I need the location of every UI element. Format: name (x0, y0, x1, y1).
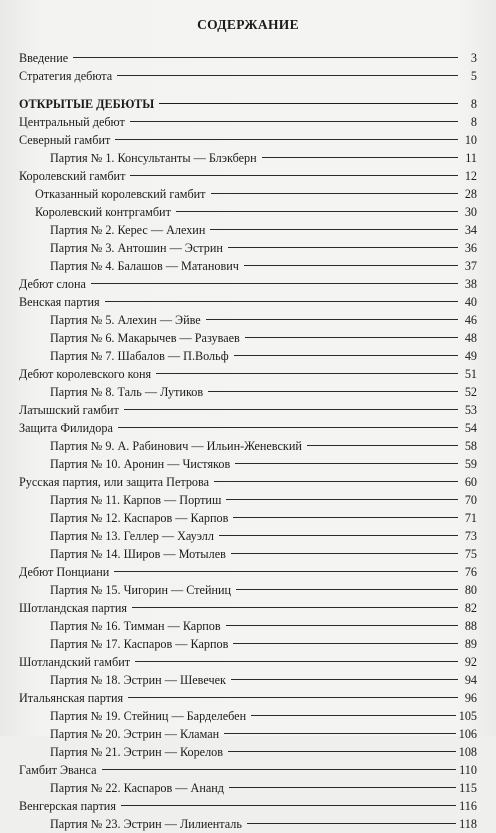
toc-page-number: 54 (464, 421, 477, 435)
leader-line (105, 301, 458, 302)
toc-page-number: 5 (470, 69, 477, 83)
toc-label: Партия № 15. Чигорин — Стейниц (50, 583, 232, 597)
toc-label: Введение (19, 51, 69, 65)
toc-page-number: 12 (464, 169, 477, 183)
leader-line (210, 229, 458, 230)
toc-label: Северный гамбит (19, 133, 111, 147)
toc-row (19, 221, 477, 239)
toc-page-number: 51 (464, 367, 477, 381)
leader-line (233, 643, 458, 644)
toc-label: Партия № 17. Каспаров — Карпов (50, 637, 229, 651)
toc-section-heading (19, 95, 477, 113)
toc-label: Дебют королевского коня (19, 367, 152, 381)
toc-page-number: 70 (464, 493, 477, 507)
toc-label: Партия № 8. Таль — Лутиков (50, 385, 204, 399)
toc-page-number: 46 (464, 313, 477, 327)
toc-row (19, 257, 477, 275)
toc-label: Дебют Понциани (19, 565, 110, 579)
leader-line (130, 175, 458, 176)
toc-page-number: 52 (464, 385, 477, 399)
toc-page-number: 89 (464, 637, 477, 651)
toc-page-number: 40 (464, 295, 477, 309)
leader-line (224, 733, 456, 734)
toc-label: Латышский гамбит (19, 403, 119, 417)
toc-row (19, 815, 477, 833)
toc-row (19, 527, 477, 545)
toc-label: Партия № 13. Геллер — Хауэлл (50, 529, 214, 543)
leader-line (211, 193, 459, 194)
toc-row (19, 653, 477, 671)
leader-line (156, 373, 458, 374)
toc-row (19, 437, 477, 455)
toc-row (19, 509, 477, 527)
toc-row (19, 761, 477, 779)
toc-page-number: 8 (470, 115, 477, 129)
toc-row (19, 329, 477, 347)
toc-page-number: 71 (464, 511, 477, 525)
toc-label: Центральный дебют (19, 115, 125, 129)
leader-line (245, 337, 458, 338)
leader-line (226, 499, 458, 500)
toc-label: Королевский гамбит (19, 169, 126, 183)
toc-row (19, 635, 477, 653)
toc-row (19, 293, 477, 311)
table-of-contents (19, 49, 477, 833)
leader-line (135, 661, 458, 662)
toc-label: Шотландский гамбит (19, 655, 131, 669)
toc-page-number: 106 (458, 727, 477, 741)
page-title: СОДЕРЖАНИЕ (197, 17, 299, 32)
leader-line (73, 57, 458, 58)
toc-label: Партия № 22. Каспаров — Ананд (50, 781, 224, 795)
toc-page-number: 82 (464, 601, 477, 615)
leader-line (91, 283, 458, 284)
toc-row (19, 473, 477, 491)
toc-row (19, 599, 477, 617)
leader-line (233, 517, 458, 518)
leader-line (244, 265, 458, 266)
leader-line (159, 103, 458, 104)
toc-label: Партия № 19. Стейниц — Барделебен (50, 709, 247, 723)
toc-label: Партия № 16. Тимман — Карпов (50, 619, 221, 633)
toc-entries (19, 113, 477, 833)
leader-line (235, 463, 458, 464)
toc-label: Партия № 14. Широв — Мотылев (50, 547, 226, 561)
toc-page-number: 11 (465, 151, 477, 165)
toc-page-number: 80 (464, 583, 477, 597)
toc-page-number: 88 (464, 619, 477, 633)
toc-label: Партия № 2. Керес — Алехин (50, 223, 206, 237)
toc-row (19, 797, 477, 815)
leader-line (228, 247, 458, 248)
toc-label: Венгерская партия (19, 799, 116, 813)
toc-row (19, 581, 477, 599)
leader-line (226, 625, 458, 626)
leader-line (115, 139, 458, 140)
toc-label: Партия № 23. Эстрин — Лилиенталь (50, 817, 242, 831)
leader-line (234, 355, 458, 356)
leader-line (206, 319, 458, 320)
leader-line (251, 715, 456, 716)
toc-label: Партия № 11. Карпов — Портиш (50, 493, 222, 507)
leader-line (208, 391, 458, 392)
toc-label: Партия № 10. Аронин — Чистяков (50, 457, 231, 471)
toc-page-number: 73 (464, 529, 477, 543)
toc-page-number: 96 (464, 691, 477, 705)
toc-row (19, 275, 477, 293)
toc-page-number: 75 (464, 547, 477, 561)
toc-page-number: 105 (458, 709, 477, 723)
toc-page-number: 10 (464, 133, 477, 147)
toc-label: Отказанный королевский гамбит (35, 187, 206, 201)
toc-page-number: 30 (464, 205, 477, 219)
toc-label: Партия № 4. Балашов — Матанович (50, 259, 239, 273)
toc-page-number: 116 (459, 799, 477, 813)
toc-label: Венская партия (19, 295, 100, 309)
toc-page-number: 49 (464, 349, 477, 363)
toc-row (19, 671, 477, 689)
leader-line (132, 607, 458, 608)
leader-line (130, 121, 458, 122)
toc-label: Защита Филидора (19, 421, 113, 435)
toc-row (19, 455, 477, 473)
toc-page-number: 60 (464, 475, 477, 489)
toc-row (19, 563, 477, 581)
toc-page-number: 59 (464, 457, 477, 471)
toc-row (19, 131, 477, 149)
toc-page-number: 110 (459, 763, 477, 777)
toc-page-number: 58 (464, 439, 477, 453)
toc-row (19, 617, 477, 635)
toc-label: Стратегия дебюта (19, 69, 113, 83)
toc-label: Русская партия, или защита Петрова (19, 475, 210, 489)
toc-page-number: 48 (464, 331, 477, 345)
toc-row (19, 743, 477, 761)
toc-row (19, 203, 477, 221)
toc-row (19, 149, 477, 167)
leader-line (124, 409, 458, 410)
leader-line (307, 445, 458, 446)
leader-line (214, 481, 458, 482)
leader-line (262, 157, 458, 158)
leader-line (114, 571, 458, 572)
toc-row (19, 383, 477, 401)
toc-label: Партия № 6. Макарычев — Разуваев (50, 331, 240, 345)
toc-page-number: 8 (470, 97, 477, 111)
toc-row-strategy (19, 67, 477, 85)
toc-row-intro (19, 49, 477, 67)
toc-row (19, 167, 477, 185)
toc-label: Итальянская партия (19, 691, 124, 705)
leader-line (236, 589, 458, 590)
toc-row (19, 365, 477, 383)
leader-line (118, 427, 458, 428)
toc-row (19, 419, 477, 437)
leader-line (102, 769, 457, 770)
leader-line (231, 679, 458, 680)
toc-row (19, 347, 477, 365)
leader-line (229, 787, 456, 788)
toc-page-number: 38 (464, 277, 477, 291)
toc-label: Дебют слона (19, 277, 86, 291)
toc-page-number: 115 (459, 781, 477, 795)
toc-row (19, 779, 477, 797)
toc-row (19, 689, 477, 707)
toc-page-number: 28 (464, 187, 477, 201)
toc-page-number: 37 (464, 259, 477, 273)
toc-page-number: 76 (464, 565, 477, 579)
toc-label: Королевский контргамбит (35, 205, 171, 219)
toc-label: Партия № 21. Эстрин — Корелов (50, 745, 223, 759)
leader-line (117, 75, 458, 76)
toc-page-number: 34 (464, 223, 477, 237)
toc-label: Партия № 5. Алехин — Эйве (50, 313, 201, 327)
toc-label: Партия № 1. Консультанты — Блэкберн (50, 151, 257, 165)
toc-row (19, 311, 477, 329)
leader-line (231, 553, 458, 554)
toc-page-number: 53 (464, 403, 477, 417)
leader-line (228, 751, 456, 752)
toc-label: Шотландская партия (19, 601, 127, 615)
leader-line (247, 823, 456, 824)
toc-label: Партия № 12. Каспаров — Карпов (50, 511, 229, 525)
toc-page-number: 3 (470, 51, 477, 65)
toc-row (19, 239, 477, 257)
toc-page-number: 94 (464, 673, 477, 687)
toc-label: Гамбит Эванса (19, 763, 97, 777)
toc-page-number: 118 (459, 817, 477, 831)
leader-line (219, 535, 458, 536)
leader-line (121, 805, 456, 806)
spacer (19, 85, 477, 95)
toc-label: Партия № 20. Эстрин — Кламан (50, 727, 220, 741)
toc-page-number: 108 (458, 745, 477, 759)
toc-label: Партия № 9. А. Рабинович — Ильин-Женевский (50, 439, 302, 453)
toc-row (19, 545, 477, 563)
toc-row (19, 725, 477, 743)
toc-page-number: 92 (464, 655, 477, 669)
toc-label: Партия № 3. Антошин — Эстрин (50, 241, 223, 255)
toc-label: Партия № 7. Шабалов — П.Вольф (50, 349, 229, 363)
toc-row (19, 707, 477, 725)
toc-row (19, 185, 477, 203)
section-label: ОТКРЫТЫЕ ДЕБЮТЫ (19, 97, 155, 111)
leader-line (128, 697, 458, 698)
toc-page-number: 36 (464, 241, 477, 255)
toc-row (19, 491, 477, 509)
toc-row (19, 401, 477, 419)
leader-line (176, 211, 458, 212)
toc-row (19, 113, 477, 131)
toc-label: Партия № 18. Эстрин — Шевечек (50, 673, 226, 687)
